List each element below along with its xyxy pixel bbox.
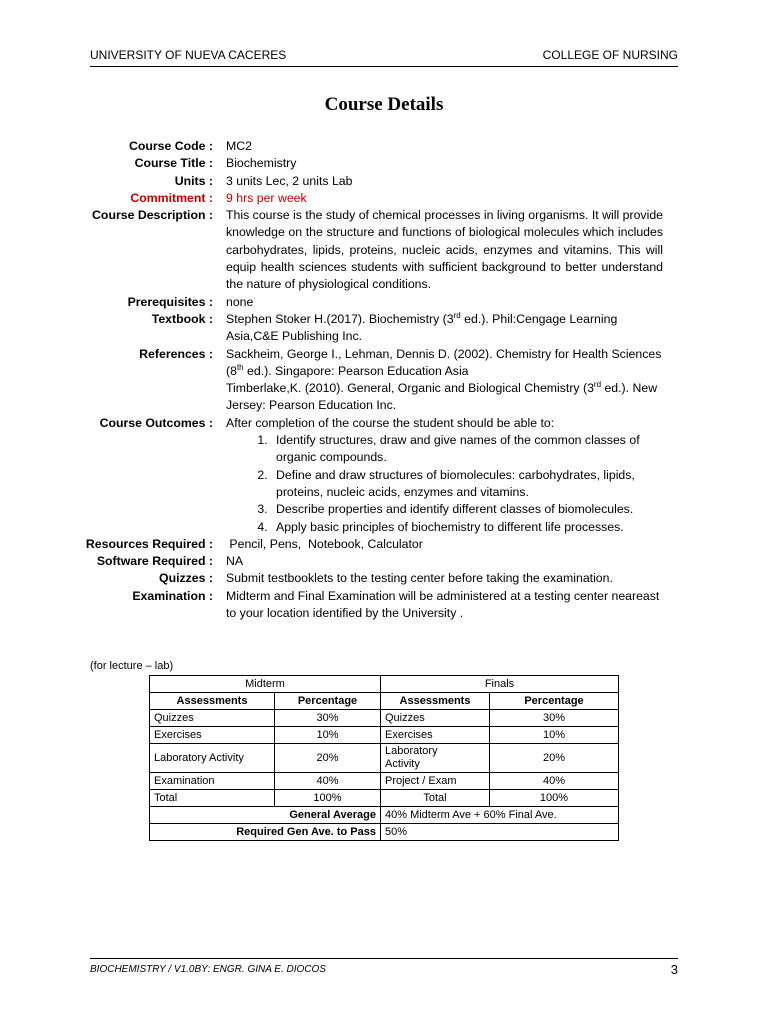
table-cell: Laboratory Activity: [381, 744, 490, 773]
page-title: Course Details: [324, 94, 444, 115]
general-average-label: General Average: [150, 807, 381, 824]
resources-row: [80, 536, 663, 553]
table-cell: Project / Exam: [381, 773, 490, 790]
column-header: Assessments: [381, 693, 490, 710]
table-row: [150, 790, 619, 807]
table-cell: Laboratory Activity: [150, 744, 275, 773]
units-row: [80, 173, 663, 190]
table-cell: 10%: [490, 727, 619, 744]
field-label: Software Required :: [96, 554, 213, 569]
table-cell: Quizzes: [381, 710, 490, 727]
table-cell: 30%: [490, 710, 619, 727]
field-label: References :: [139, 346, 213, 361]
table-cell: Total: [150, 790, 275, 807]
table-row: [150, 676, 619, 693]
course-code-value: MC2: [226, 139, 252, 153]
field-label: Prerequisites :: [127, 294, 213, 309]
finals-header: Finals: [381, 676, 619, 693]
field-label: Course Code :: [128, 139, 213, 153]
table-cell: Exercises: [381, 727, 490, 744]
course-title-value: Biochemistry: [226, 156, 297, 171]
outcomes-row: [80, 415, 663, 536]
table-cell: 100%: [490, 790, 619, 807]
references-value: [213, 346, 663, 415]
units-value: 3 units Lec, 2 units Lab: [226, 173, 353, 188]
field-label: Course Title :: [134, 156, 213, 171]
field-label: Course Description :: [92, 208, 213, 223]
list-item: 3. Describe properties and identify different classes of biomolecules.: [271, 501, 663, 518]
table-cell: 100%: [275, 790, 381, 807]
field-label: Examination :: [132, 588, 213, 603]
table-row: [150, 727, 619, 744]
description-value: This course is the study of chemical processes in living organisms. It will provide knowledge on the structure and functions of biological molecules which includes carbohydrates, lipids, proteins, nucleic acids, enzymes and vitamins. This will equip health sciences students with sufficient background to better understand the nature of physiological conditions.: [226, 208, 663, 292]
page-footer: [90, 958, 678, 977]
prerequisites-value: none: [226, 294, 254, 309]
examination-row: [80, 588, 663, 623]
outcomes-intro: After completion of the course the student should be able to:: [226, 415, 555, 430]
column-header: Assessments: [150, 693, 275, 710]
table-row: [150, 807, 619, 824]
required-average-value: 50%: [381, 824, 619, 841]
course-code-row: [80, 138, 663, 155]
list-item: 1. Identify structures, draw and give names of the common classes of organic compounds.: [271, 432, 663, 467]
table-cell: Exercises: [150, 727, 275, 744]
table-row: [150, 710, 619, 727]
table-row: [150, 693, 619, 710]
table-row: [150, 824, 619, 841]
table-cell: 10%: [275, 727, 381, 744]
table-cell: Examination: [150, 773, 275, 790]
table-cell: 20%: [490, 744, 619, 773]
software-value: NA: [226, 554, 244, 569]
column-header: Percentage: [490, 693, 619, 710]
textbook-row: [80, 311, 663, 346]
quizzes-value: Submit testbooklets to the testing center before taking the examination.: [226, 571, 613, 586]
prerequisites-row: [80, 294, 663, 311]
grading-note: (for lecture – lab): [90, 660, 174, 672]
page-header: [90, 48, 678, 67]
resources-value: Pencil, Pens, Notebook, Calculator: [226, 536, 423, 551]
field-label: Course Outcomes :: [99, 415, 213, 430]
software-row: [80, 553, 663, 570]
table-cell: 30%: [275, 710, 381, 727]
reference-item: Sackheim, George I., Lehman, Dennis D. (2002). Chemistry for Health Sciences (8th ed.). Singapore: Pearson Education Asia: [226, 346, 662, 378]
textbook-value: Stephen Stoker H.(2017). Biochemistry (3rd ed.). Phil:Cengage Learning Asia,C&E Publishing Inc.: [226, 310, 618, 344]
table-row: [150, 773, 619, 790]
table-cell: 20%: [275, 744, 381, 773]
field-label: Resources Required :: [85, 536, 213, 551]
commitment-value: 9 hrs per week: [226, 190, 307, 205]
field-label: Quizzes :: [159, 571, 213, 586]
midterm-header: Midterm: [150, 676, 381, 693]
table-cell: Quizzes: [150, 710, 275, 727]
field-label: Units :: [174, 173, 213, 188]
course-title-row: [80, 155, 663, 172]
outcomes-list: [226, 432, 663, 536]
university-name: UNIVERSITY OF NUEVA CACERES: [90, 48, 287, 62]
general-average-value: 40% Midterm Ave + 60% Final Ave.: [381, 807, 619, 824]
college-name: COLLEGE OF NURSING: [542, 48, 678, 62]
commitment-row: [80, 190, 663, 207]
required-average-label: Required Gen Ave. to Pass: [150, 824, 381, 841]
field-label: Textbook :: [151, 311, 213, 326]
examination-value: Midterm and Final Examination will be administered at a testing center neareast to your location identified by the University .: [226, 588, 660, 621]
table-row: [150, 744, 619, 773]
description-row: [80, 207, 663, 293]
quizzes-row: [80, 570, 663, 587]
reference-item: Timberlake,K. (2010). General, Organic and Biological Chemistry (3rd ed.). New Jersey: Pearson Education Inc.: [226, 380, 658, 413]
footer-text: BIOCHEMISTRY / V1.0BY: ENGR. GINA E. DIOCOS: [90, 964, 326, 975]
page-number: 3: [670, 962, 678, 977]
outcomes-value: [213, 415, 663, 536]
table-cell: 40%: [490, 773, 619, 790]
list-item: 2. Define and draw structures of biomolecules: carbohydrates, lipids, proteins, nucleic acids, enzymes and vitamins.: [271, 467, 663, 502]
field-label: Commitment :: [130, 190, 213, 205]
table-cell: 40%: [275, 773, 381, 790]
references-row: [80, 346, 663, 415]
column-header: Percentage: [275, 693, 381, 710]
grading-table: [149, 675, 619, 841]
table-cell: Total: [381, 790, 490, 807]
list-item: 4. Apply basic principles of biochemistry to different life processes.: [271, 519, 663, 536]
course-details: [80, 138, 663, 622]
